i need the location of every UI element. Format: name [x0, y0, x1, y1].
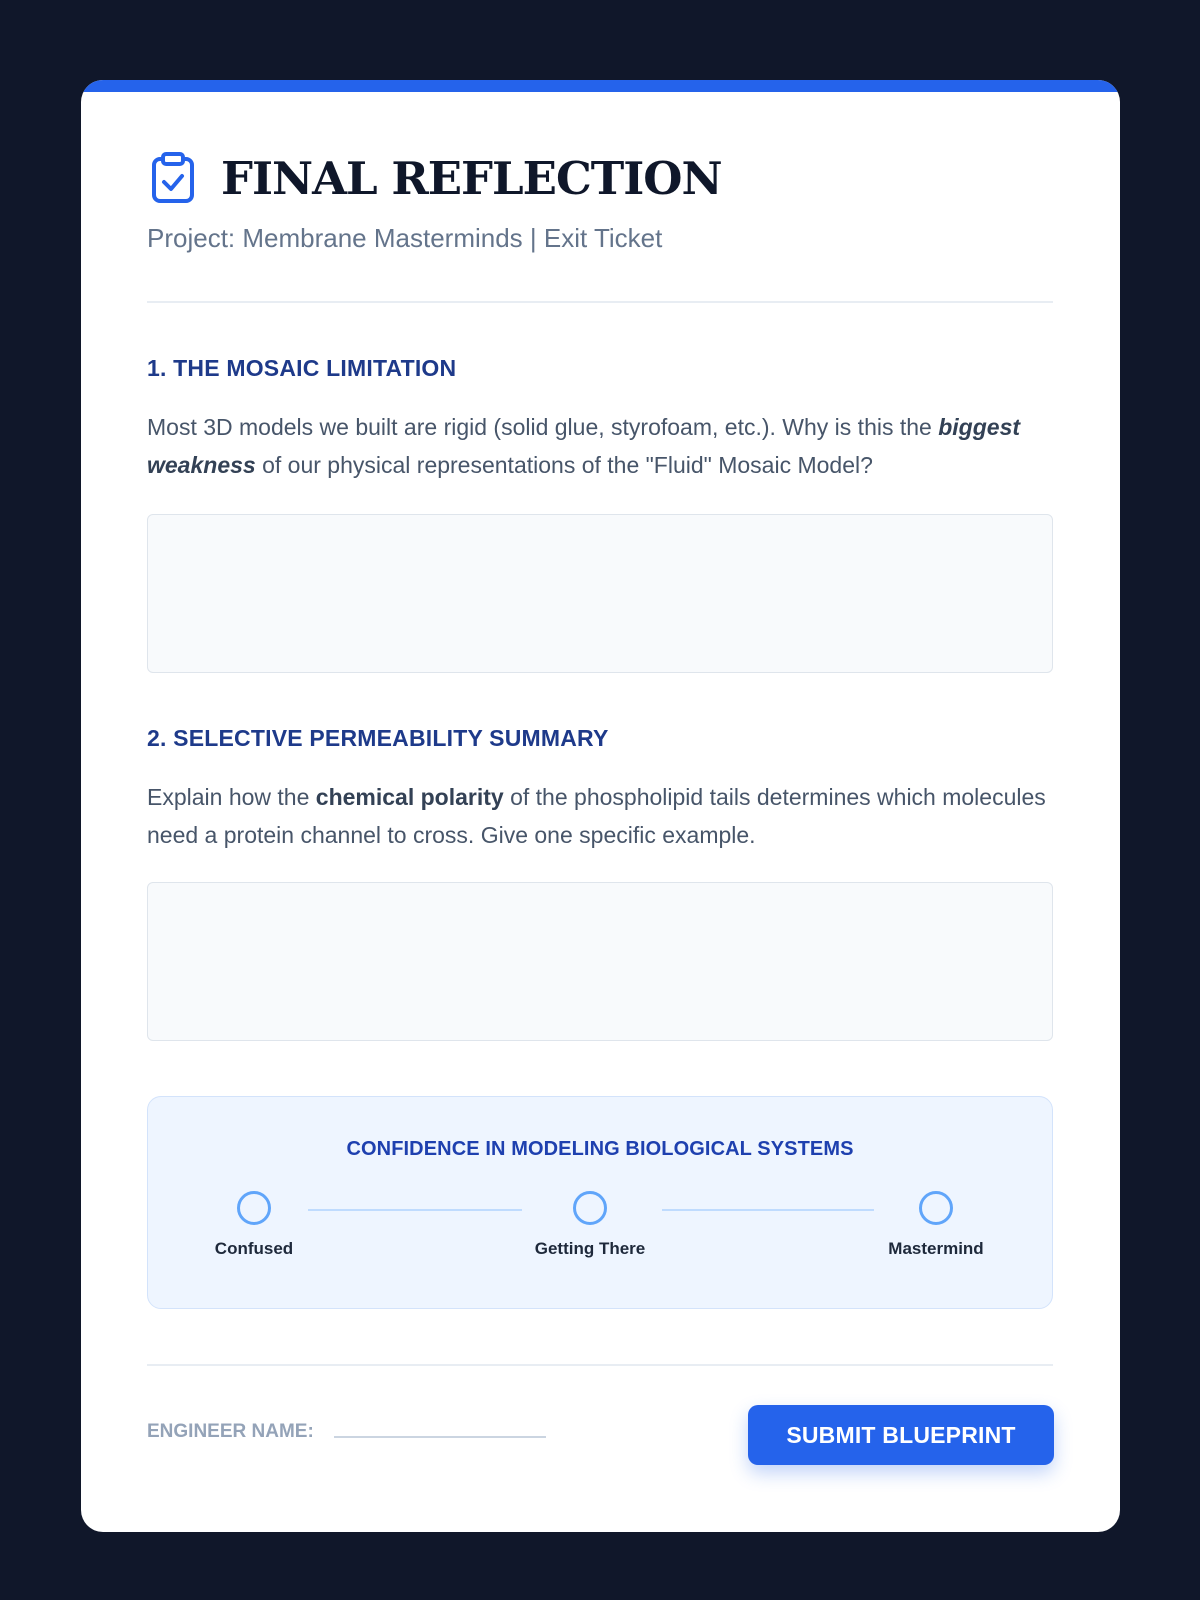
scale-connector-line [308, 1209, 522, 1211]
footer-divider [147, 1364, 1053, 1366]
confidence-option-mastermind[interactable] [856, 1191, 1016, 1259]
page-title: FINAL REFLECTION [221, 151, 722, 205]
engineer-name-label: ENGINEER NAME: [147, 1421, 314, 1442]
question-2-text-part1: Explain how the [147, 784, 316, 810]
question-2-answer-field[interactable] [147, 882, 1053, 1041]
question-1-text-part1: Most 3D models we built are rigid (solid glue, styrofoam, etc.). Why is this the [147, 414, 939, 440]
question-1-text-part2: of our physical representations of the "Fluid" Mosaic Model? [255, 452, 873, 478]
confidence-option-getting-there[interactable] [510, 1191, 670, 1259]
question-1-text [147, 408, 1053, 484]
reflection-card [81, 80, 1120, 1532]
engineer-name-field[interactable] [334, 1436, 546, 1438]
confidence-option-label: Confused [214, 1239, 294, 1258]
card-accent-bar [81, 80, 1120, 92]
header-divider [147, 301, 1053, 303]
scale-connector-line [662, 1209, 874, 1211]
question-2-text [147, 778, 1053, 854]
question-1-emphasis: biggest weakness [147, 414, 1021, 478]
clipboard-check-icon [151, 152, 195, 204]
header [147, 150, 722, 206]
question-2-heading: 2. SELECTIVE PERMEABILITY SUMMARY [147, 725, 609, 751]
confidence-panel [147, 1096, 1053, 1309]
question-1-answer-field[interactable] [147, 514, 1053, 673]
question-2-emphasis: chemical polarity [315, 784, 504, 810]
submit-blueprint-button[interactable]: SUBMIT BLUEPRINT [748, 1405, 1054, 1465]
radio-circle[interactable] [573, 1191, 607, 1225]
radio-circle[interactable] [237, 1191, 271, 1225]
question-2-text-part2: of the phospholipid tails determines which molecules need a protein channel to cross. Give one specific example. [147, 784, 1046, 848]
radio-circle[interactable] [919, 1191, 953, 1225]
confidence-title: CONFIDENCE IN MODELING BIOLOGICAL SYSTEMS [346, 1138, 854, 1160]
confidence-option-confused[interactable] [174, 1191, 334, 1259]
question-1-heading: 1. THE MOSAIC LIMITATION [147, 355, 457, 381]
confidence-option-label: Getting There [534, 1239, 646, 1258]
confidence-option-label: Mastermind [888, 1239, 984, 1258]
page-subtitle: Project: Membrane Masterminds | Exit Ticket [147, 223, 663, 253]
